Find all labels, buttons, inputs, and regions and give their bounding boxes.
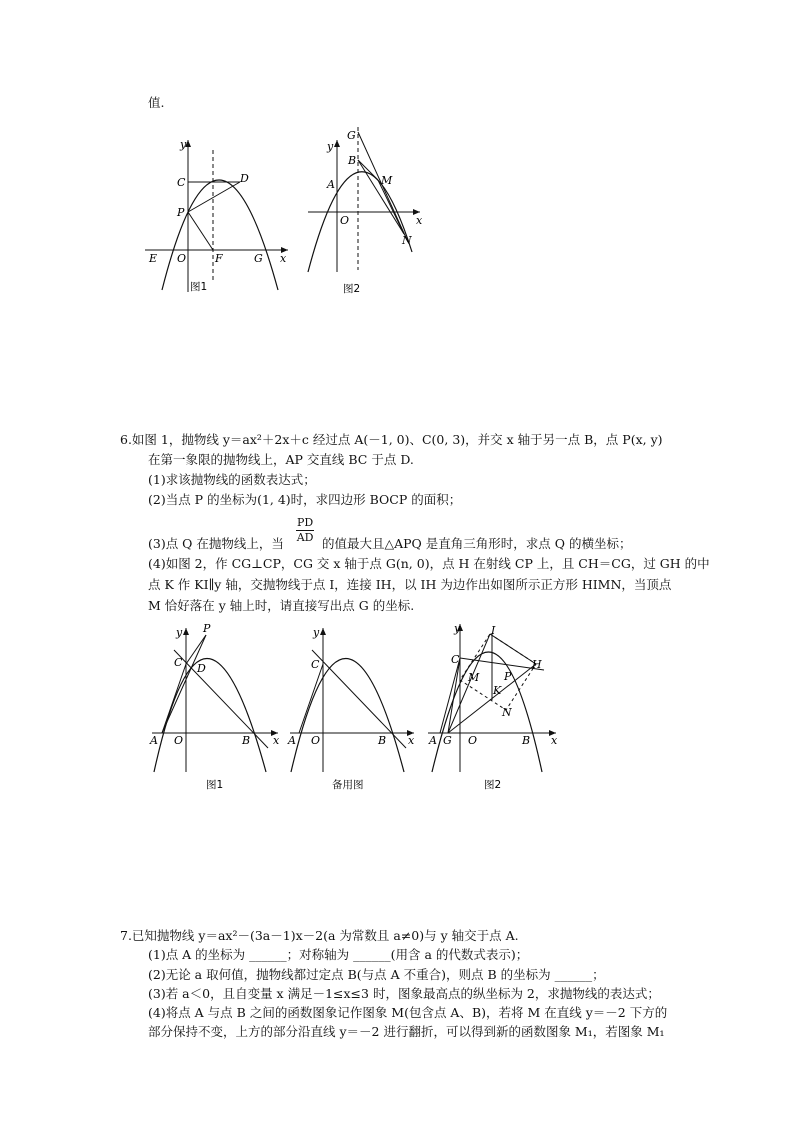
- label-x: x: [551, 734, 558, 747]
- figure-caption: 图2: [484, 779, 502, 791]
- q6-part-4-line-1: (4)如图 2，作 CG⊥CP，CG 交 x 轴于点 G(n, 0)，点 H 在射线 CP 上，且 CH＝CG，过 GH 的中: [148, 556, 710, 571]
- label-y: y: [176, 626, 183, 639]
- label-F: F: [215, 252, 223, 265]
- label-E: E: [149, 252, 158, 265]
- q7-part-3: (3)若 a＜0，且自变量 x 满足－1≤x≤3 时，图象最高点的纵坐标为 2，求抛物线的表达式；: [148, 986, 660, 1001]
- label-C: C: [311, 658, 320, 671]
- label-H: H: [532, 658, 542, 671]
- label-C: C: [451, 653, 460, 666]
- label-O: O: [174, 734, 184, 747]
- label-A: A: [288, 734, 296, 747]
- figure-caption: 备用图: [332, 779, 364, 791]
- label-G: G: [347, 129, 356, 142]
- q6-figure-2: [424, 620, 564, 795]
- label-A: A: [150, 734, 158, 747]
- top-figure-2: [300, 122, 435, 300]
- label-N: N: [502, 706, 512, 719]
- label-M: M: [381, 174, 393, 187]
- label-y: y: [454, 622, 461, 635]
- q6-part-4-line-2: 点 K 作 KI∥y 轴，交抛物线于点 I，连接 IH，以 IH 为边作出如图所示正方形 HIMN，当顶点: [148, 577, 672, 592]
- q7-line-1: 7.已知抛物线 y＝ax²－(3a－1)x－2(a 为常数且 a≠0)与 y 轴交于点 A.: [120, 928, 519, 943]
- label-B: B: [522, 734, 531, 747]
- q7-part-2: (2)无论 a 取何值，抛物线都过定点 B(与点 A 不重合)，则点 B 的坐标为 ______；: [148, 967, 605, 982]
- label-D: D: [240, 172, 249, 185]
- fraction-pd-over-ad: [296, 516, 314, 545]
- label-x: x: [273, 734, 280, 747]
- label-O: O: [340, 214, 350, 227]
- figure-caption: 图1: [206, 779, 224, 791]
- label-P: P: [177, 206, 185, 219]
- q6-part-2: (2)当点 P 的坐标为(1, 4)时，求四边形 BOCP 的面积；: [148, 492, 462, 507]
- label-y: y: [180, 138, 187, 151]
- label-A: A: [327, 178, 335, 191]
- label-x: x: [416, 214, 423, 227]
- label-O: O: [311, 734, 321, 747]
- q6-part-1: (1)求该抛物线的函数表达式；: [148, 472, 316, 487]
- q6-line-1: 6.如图 1，抛物线 y＝ax²＋2x＋c 经过点 A(－1, 0)、C(0, 3)，并交 x 轴于另一点 B，点 P(x, y): [120, 432, 663, 447]
- q6-line-2: 在第一象限的抛物线上，AP 交直线 BC 于点 D.: [148, 452, 414, 467]
- fraction-numerator: PD: [297, 516, 314, 529]
- label-C: C: [177, 176, 186, 189]
- label-D: D: [197, 662, 206, 675]
- fraction-denominator: AD: [296, 531, 314, 544]
- label-N: N: [402, 234, 412, 247]
- previous-question-tail: 值.: [148, 95, 165, 110]
- label-A: A: [429, 734, 437, 747]
- figure-caption: 图1: [190, 281, 208, 293]
- q6-part-3a: (3)点 Q 在抛物线上，当: [148, 536, 284, 551]
- label-O: O: [468, 734, 478, 747]
- label-G: G: [443, 734, 452, 747]
- q6-part-4-line-3: M 恰好落在 y 轴上时，请直接写出点 G 的坐标.: [148, 598, 415, 613]
- figure-caption: 图2: [343, 283, 361, 295]
- label-P: P: [504, 670, 512, 683]
- label-K: K: [493, 684, 502, 697]
- label-B: B: [242, 734, 251, 747]
- label-y: y: [313, 626, 320, 639]
- label-B: B: [378, 734, 387, 747]
- label-M: M: [468, 671, 480, 684]
- q6-part-3b: 的值最大且△APQ 是直角三角形时，求点 Q 的横坐标；: [322, 536, 632, 551]
- label-G: G: [254, 252, 263, 265]
- label-y: y: [327, 140, 334, 153]
- label-B: B: [348, 154, 357, 167]
- label-x: x: [280, 252, 287, 265]
- label-P: P: [203, 622, 211, 635]
- q6-figure-1: [148, 620, 283, 795]
- label-C: C: [174, 656, 183, 669]
- q7-part-4-line-2: 部分保持不变，上方的部分沿直线 y＝－2 进行翻折，可以得到新的函数图象 M₁，若图象 M₁: [148, 1024, 665, 1039]
- q7-part-1: (1)点 A 的坐标为 ______；对称轴为 ______(用含 a 的代数式表示)；: [148, 947, 529, 962]
- q6-figure-backup: [286, 620, 421, 795]
- label-x: x: [408, 734, 415, 747]
- top-figure-1: [140, 130, 300, 300]
- label-I: I: [491, 624, 496, 637]
- label-O: O: [177, 252, 187, 265]
- q7-part-4-line-1: (4)将点 A 与点 B 之间的函数图象记作图象 M(包含点 A、B)，若将 M 在直线 y＝－2 下方的: [148, 1005, 668, 1020]
